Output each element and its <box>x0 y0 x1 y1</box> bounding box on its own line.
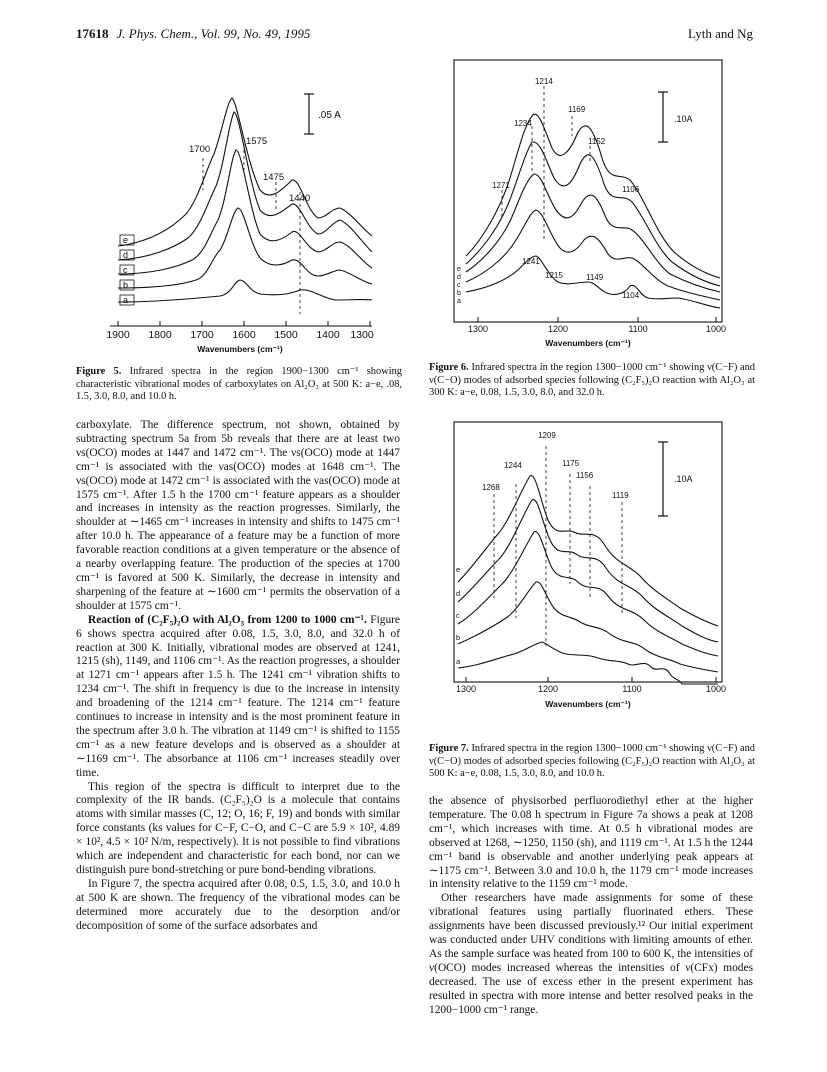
x-tick-1500: 1500 <box>274 329 298 341</box>
peak-label-1156: 1156 <box>576 471 594 480</box>
x-tick-1300: 1300 <box>350 329 374 341</box>
x-tick-1100: 1100 <box>628 324 648 334</box>
body-paragraph: the absence of physisorbed perfluorodiethyl ether at the higher temperature. The 0.08 h spectrum in Figure 7a shows a peak at 1208 cm⁻¹, which increases with time. At 0.5 h vibrational modes are observed at 1268, ∼1250, 1150 (sh), and 1119 cm⁻¹. At 1.5 h the 1244 cm⁻¹ band is observable and another underlying peak appears at ∼1175 cm⁻¹. Between 3.0 and 10.0 h, the 1179 cm⁻¹ mode increases in intensity relative to the 1159 cm⁻¹ mode. <box>429 795 753 891</box>
peak-label-1700: 1700 <box>189 144 211 155</box>
section-paragraph <box>76 614 400 781</box>
journal-citation: J. Phys. Chem., Vol. 99, No. 49, 1995 <box>116 26 311 41</box>
plot-frame <box>454 422 722 682</box>
x-tick-1400: 1400 <box>316 329 340 341</box>
peak-label-1268: 1268 <box>482 483 500 492</box>
running-header-authors: Lyth and Ng <box>688 26 753 41</box>
figure-7-caption <box>429 743 755 781</box>
peak-label-1440: 1440 <box>289 193 311 204</box>
peak-label-1234: 1234 <box>514 119 532 128</box>
trace-label-a: a <box>456 657 461 666</box>
peak-label-1241: 1241 <box>522 257 540 266</box>
trace-label-d: d <box>456 589 461 598</box>
scale-bar-label: .10A <box>674 474 693 484</box>
spectrum-trace-b <box>118 208 372 288</box>
x-axis-label: Wavenumbers (cm⁻¹) <box>545 699 631 709</box>
figure-6-caption <box>429 362 755 400</box>
running-header-left <box>76 26 310 42</box>
peak-label-1214: 1214 <box>535 77 553 86</box>
scale-bar-label: .10A <box>674 114 693 124</box>
trace-label-b: b <box>457 290 461 297</box>
body-paragraph: carboxylate. The difference spectrum, not shown, obtained by subtracting spectrum 5a from 5b reveals that there are at least two νs(OCO) modes at 1447 and 1472 cm⁻¹. The νs(OCO) mode at 1447 cm⁻¹ is associated with the νas(OCO) modes at 1648 cm⁻¹. The νs(OCO) mode at 1472 cm⁻¹ is associated with the νas(OCO) mode at 1575 cm⁻¹. After 1.5 h the 1700 cm⁻¹ feature appears as a shoulder and increases in intensity as the reaction progresses. Similarly, the shoulder at ∼1465 cm⁻¹ increases in intensity and shifts to 1475 cm⁻¹ after 10.0 h. The appearance of a feature may be a function of more favorable reaction conditions at a given temperature or the absence of a nearby overlapping feature. The production of the species at 1700 cm⁻¹ is favored at 500 K. Similarly, the decrease in intensity and sharpening of the feature at ∼1600 cm⁻¹ permits the observation of a shoulder at 1575 cm⁻¹. <box>76 419 400 612</box>
peak-label-1209: 1209 <box>538 431 556 440</box>
peak-label-1215: 1215 <box>545 271 563 280</box>
trace-label-c: c <box>123 265 128 275</box>
right-text-column <box>429 795 753 1018</box>
x-tick-1300: 1300 <box>455 684 477 694</box>
spectrum-trace-b <box>466 210 720 300</box>
peak-label-1169: 1169 <box>568 105 586 114</box>
trace-label-d: d <box>123 250 129 260</box>
plot-frame <box>454 60 722 322</box>
peak-label-1475: 1475 <box>263 172 285 183</box>
spectrum-trace-c <box>458 532 718 656</box>
x-tick-1000: 1000 <box>705 684 727 694</box>
trace-label-b: b <box>456 633 461 642</box>
x-axis-label: Wavenumbers (cm⁻¹) <box>545 338 631 348</box>
peak-label-1106: 1106 <box>622 185 640 194</box>
spectrum-trace-d <box>466 142 720 286</box>
trace-label-c: c <box>456 611 460 620</box>
body-paragraph: Figure 6 shows spectra acquired after 0.08, 1.5, 3.0, 8.0, and 32.0 h of reaction at 300 K. Initially, vibrational modes are observed at 1241, 1215 (sh), 1149, and 1106 cm⁻¹. As the reaction progresses, a shoulder at 1271 cm⁻¹ appears after 1.5 h. The 1241 cm⁻¹ vibration shifts to 1234 cm⁻¹. The shift in frequency is due to the increase in intensity and broadening of the 1214 cm⁻¹ feature. The 1214 cm⁻¹ feature continues to increase in intensity and is the most prominent feature in the spectrum after 3.0 h. The vibration at 1149 cm⁻¹ is shifted to 1155 cm⁻¹ as a new feature develops and is observed as a shoulder at ∼1169 cm⁻¹. The absorbance at 1106 cm⁻¹ increases steadily over time. <box>76 613 400 779</box>
x-tick-1200: 1200 <box>547 324 569 334</box>
caption-text: Infrared spectra in the region 1900−1300 cm⁻¹ showing characteristic vibrational modes of carboxylates on Al₂O₃ at 500 K: a−e, .08, 1.5, 3.0, 8.0, and 10.0 h. <box>76 366 402 403</box>
trace-label-a: a <box>457 298 461 305</box>
trace-label-e: e <box>457 266 461 273</box>
trace-label-d: d <box>457 274 461 281</box>
x-axis-label: Wavenumbers (cm⁻¹) <box>197 344 283 354</box>
x-tick-1200: 1200 <box>537 684 559 694</box>
trace-label-c: c <box>457 282 461 289</box>
x-tick-1700: 1700 <box>190 329 214 341</box>
peak-label-1119: 1119 <box>612 491 629 500</box>
spectrum-trace-d <box>458 500 718 642</box>
x-tick-1000: 1000 <box>705 324 727 334</box>
spectrum-trace-a <box>118 280 372 302</box>
scale-bar-label: .05 A <box>318 110 341 121</box>
trace-label-e: e <box>456 565 461 574</box>
body-paragraph: In Figure 7, the spectra acquired after 0.08, 0.5, 1.5, 3.0, and 10.0 h at 500 K are shown. The frequency of the vibrational modes can be determined more accurately due to the desorption and/or decomposition of some of the surface adsorbates and <box>76 877 400 932</box>
peak-label-1149: 1149 <box>586 273 604 282</box>
spectrum-trace-e <box>458 476 718 626</box>
trace-label-e: e <box>123 235 129 245</box>
body-paragraph: Other researchers have made assignments for some of these vibrational features using partially fluorinated ethers. These assignments have been discussed previously.¹² Our initial experiment was conducted under UHV conditions with limiting amounts of ether. As the sample surface was heated from 100 to 600 K, the intensities of ν(OCO) modes increased whereas the intensities of ν(CFx) modes decreased. The use of excess ether in the present experiment has resulted in spectra with more intense and better resolved peaks in the 1200−1000 cm⁻¹ range. <box>429 892 753 1016</box>
left-text-column <box>76 419 400 934</box>
x-tick-1800: 1800 <box>148 329 172 341</box>
figure-7-plot <box>448 422 738 722</box>
caption-text: Infrared spectra in the region 1300−1000 cm⁻¹ showing ν(C−F) and ν(C−O) modes of adsorbed species following (C₂F₅)₂O reaction with Al₂O₃ at 500 K: a−e, 0.08, 1.5, 3.0, 8.0, and 10.0 h. <box>429 743 755 780</box>
x-tick-1900: 1900 <box>106 329 130 341</box>
x-tick-1100: 1100 <box>622 684 642 694</box>
figure-6-plot <box>448 60 738 360</box>
peak-label-1104: 1104 <box>622 291 640 300</box>
trace-label-b: b <box>123 280 129 290</box>
body-paragraph: This region of the spectra is difficult to interpret due to the complexity of the IR bands. (C₂F₅)₂O is a molecule that contains atoms with similar masses (C, 12; O, 16; F, 19) and bonds with similar force constants (ks values for C−F, C−O, and C−C are 5.9 × 10², 4.89 × 10², 4.5 × 10² N/m, respectively). It is not possible to find vibrations which are independent and characteristic for each bond, nor can we distinguish pure bond-stretching or pure bond-bending vibrations. <box>76 780 400 876</box>
caption-label: Figure 5. <box>76 366 122 377</box>
caption-label: Figure 6. <box>429 362 469 373</box>
peak-label-1152: 1152 <box>588 137 606 146</box>
spectrum-trace-c <box>118 150 372 274</box>
figure-5-plot <box>100 62 390 364</box>
peak-label-1575: 1575 <box>246 136 268 147</box>
spectrum-trace-d <box>118 112 372 260</box>
x-tick-1300: 1300 <box>467 324 489 334</box>
page-number: 17618 <box>76 26 109 41</box>
section-heading: Reaction of (C₂F₅)₂O with Al₂O₃ from 1200 to 1000 cm⁻¹. <box>88 613 367 626</box>
x-tick-1600: 1600 <box>232 329 256 341</box>
spectrum-trace-a <box>466 256 720 308</box>
caption-text: Infrared spectra in the region 1300−1000 cm⁻¹ showing ν(C−F) and ν(C−O) modes of adsorbed species following (C₂F₅)₂O reaction with Al₂O₃ at 300 K: a−e, 0.08, 1.5, 3.0, 8.0, and 32.0 h. <box>429 362 755 399</box>
peak-label-1175: 1175 <box>562 459 580 468</box>
caption-label: Figure 7. <box>429 743 469 754</box>
peak-label-1271: 1271 <box>492 181 510 190</box>
figure-5-caption <box>76 366 402 404</box>
trace-label-a: a <box>123 295 129 305</box>
peak-label-1244: 1244 <box>504 461 522 470</box>
